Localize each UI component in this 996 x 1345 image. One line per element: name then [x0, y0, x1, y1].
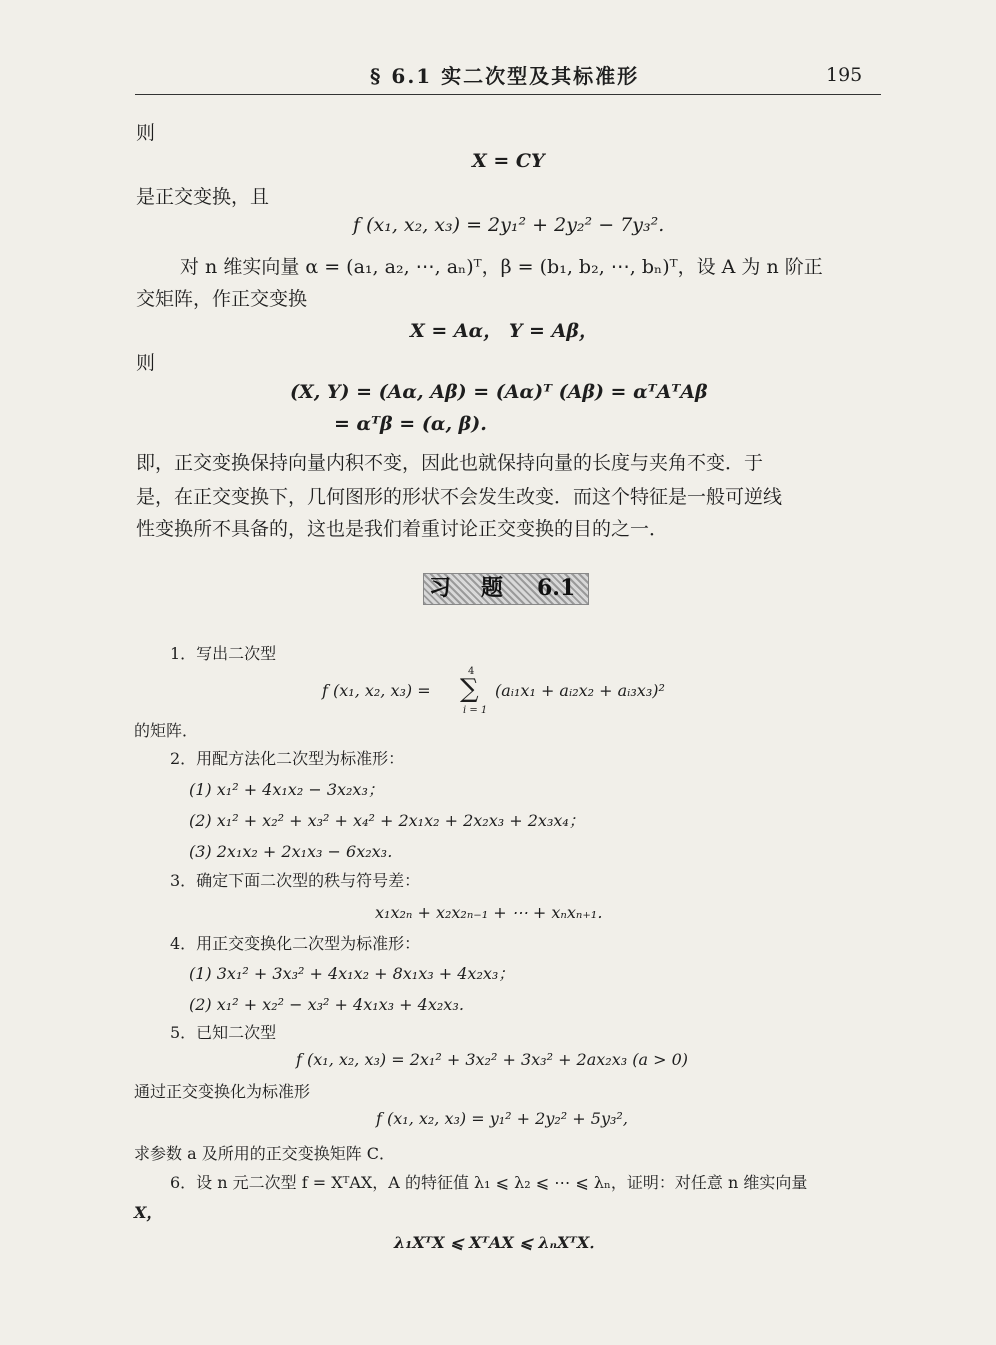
equation-standard-form: f (x₁, x₂, x₃) = 2y₁² + 2y₂² − 7y₃².: [353, 214, 665, 236]
sum-lower-limit: i = 1: [463, 705, 488, 716]
exercise-5-eq: f (x₁, x₂, x₃) = 2x₁² + 3x₂² + 3x₃² + 2ax₂x₃ (a > 0): [296, 1050, 689, 1069]
exercise-4: 4．用正交变换化二次型为标准形：: [170, 934, 421, 953]
exercise-1-lhs: f (x₁, x₂, x₃) =: [322, 681, 431, 700]
exercise-5: 5．已知二次型: [170, 1023, 277, 1042]
paragraph-vectors-line2: 交矩阵，作正交变换: [136, 288, 308, 310]
exercise-5-text-b: 通过正交变换化为标准形: [134, 1082, 311, 1101]
exercise-5-text-c: 求参数 a 及所用的正交变换矩阵 C．: [134, 1144, 396, 1163]
exercise-5-eq2: f (x₁, x₂, x₃) = y₁² + 2y₂² + 5y₃²,: [376, 1109, 628, 1128]
equation-inner-product-2: = αᵀβ = (α, β).: [334, 413, 487, 435]
paragraph-conclusion-line1: 即，正交变换保持向量内积不变，因此也就保持向量的长度与夹角不变．于: [136, 452, 764, 474]
equation-x-a-alpha: X = Aα， Y = Aβ，: [410, 320, 598, 342]
header-rule: [135, 94, 881, 95]
exercise-2-3: (3) 2x₁x₂ + 2x₁x₃ − 6x₂x₃．: [189, 842, 404, 861]
exercise-3-eq: x₁x₂ₙ + x₂x₂ₙ₋₁ + ⋯ + xₙxₙ₊₁．: [375, 903, 614, 922]
exercise-4-1: (1) 3x₁² + 3x₃² + 4x₁x₂ + 8x₁x₃ + 4x₂x₃；: [189, 964, 515, 983]
equation-x-cy: X = CY: [472, 150, 545, 172]
text-orthogonal-transform: 是正交变换，且: [136, 186, 270, 208]
exercise-6-line2: X，: [134, 1203, 163, 1222]
exercise-1-end: 的矩阵．: [134, 721, 199, 740]
exercise-title-char-ti: 题: [481, 575, 504, 601]
exercise-6-line1: 6．设 n 元二次型 f = XᵀAX，A 的特征值 λ₁ ⩽ λ₂ ⩽ ⋯ ⩽ λₙ，证明：对任意 n 维实向量: [170, 1173, 808, 1192]
paragraph-conclusion-line3: 性变换所不具备的，这也是我们着重讨论正交变换的目的之一．: [136, 518, 669, 540]
equation-inner-product-1: (X, Y) = (Aα, Aβ) = (Aα)ᵀ (Aβ) = αᵀAᵀAβ: [290, 381, 708, 403]
text-ze-2: 则: [136, 352, 156, 374]
running-header-section: § 6.1 实二次型及其标准形: [370, 64, 640, 88]
page-number: 195: [826, 64, 863, 86]
exercise-2-1: (1) x₁² + 4x₁x₂ − 3x₂x₃；: [189, 780, 384, 799]
sum-symbol: ∑: [460, 674, 479, 704]
exercise-4-2: (2) x₁² + x₂² − x₃² + 4x₁x₃ + 4x₂x₃．: [189, 995, 475, 1014]
exercise-title: [423, 573, 587, 603]
paragraph-vectors-line1: 对 n 维实向量 α = (a₁, a₂, ⋯, aₙ)ᵀ，β = (b₁, b₂, ⋯, bₙ)ᵀ，设 A 为 n 阶正: [180, 256, 823, 278]
exercise-6-eq: λ₁XᵀX ⩽ XᵀAX ⩽ λₙXᵀX．: [394, 1233, 606, 1252]
exercise-1: 1．写出二次型: [170, 644, 277, 663]
paragraph-conclusion-line2: 是，在正交变换下，几何图形的形状不会发生改变．而这个特征是一般可逆线: [136, 486, 783, 508]
sum-upper-limit: 4: [468, 666, 475, 677]
exercise-2: 2．用配方法化二次型为标准形：: [170, 749, 405, 768]
text-ze-1: 则: [136, 122, 156, 144]
exercise-2-2: (2) x₁² + x₂² + x₃² + x₄² + 2x₁x₂ + 2x₂x₃ + 2x₃x₄；: [189, 811, 585, 830]
exercise-1-rhs: (aᵢ₁x₁ + aᵢ₂x₂ + aᵢ₃x₃)²: [495, 681, 665, 700]
exercise-3: 3．确定下面二次型的秩与符号差：: [170, 871, 421, 890]
exercise-title-number: 6.1: [537, 575, 576, 601]
exercise-title-char-xi: 习: [429, 575, 452, 601]
